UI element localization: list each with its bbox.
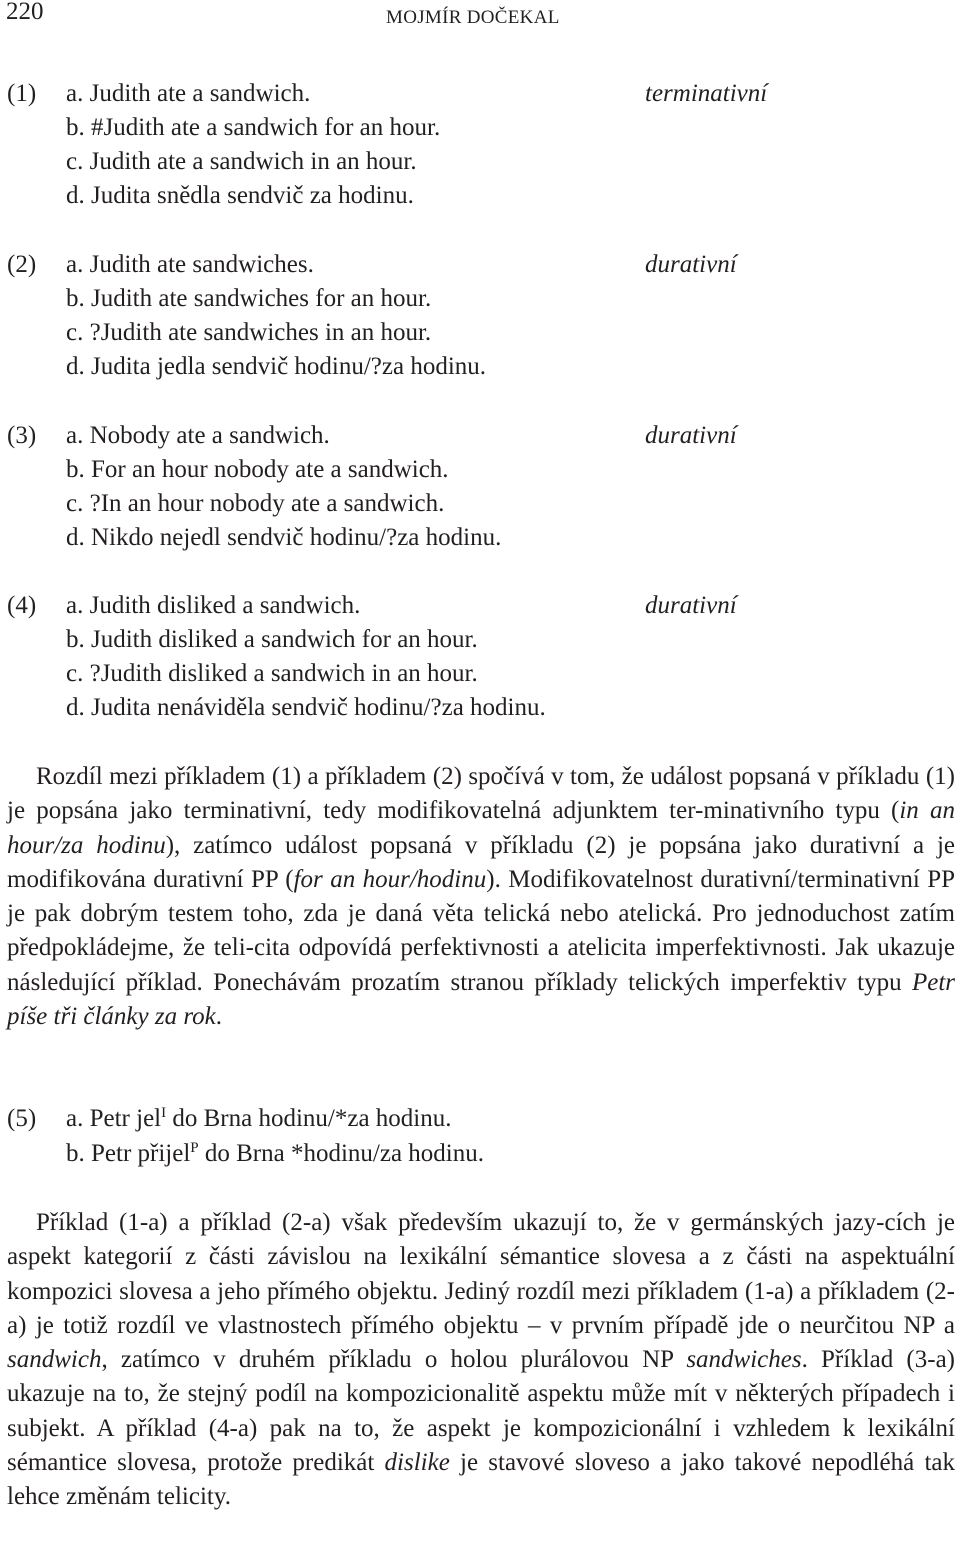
paragraph-text: ), zatímco událost popsaná v příkladu (2) je popsána jako durativní a je modifikována durativní PP ( (7, 831, 955, 893)
example-line: b. Judith ate sandwiches for an hour. (66, 285, 432, 312)
example-text: b. Petr přijel (66, 1140, 191, 1167)
page-number: 220 (6, 0, 44, 25)
example-line: d. Judita nenáviděla sendvič hodinu/?za hodinu. (66, 694, 546, 721)
example-text: a. Petr jel (66, 1105, 162, 1132)
italic-term: sandwich (7, 1346, 102, 1374)
example-line: c. ?In an hour nobody ate a sandwich. (66, 490, 445, 517)
example-number: (5) (7, 1105, 37, 1132)
italic-term: Petr píše tři články za rok (7, 968, 955, 1031)
example-number: (3) (7, 422, 37, 449)
example-line: d. Judita snědla sendvič za hodinu. (66, 182, 414, 209)
example-line (66, 1102, 452, 1136)
example-text: do Brna hodinu/*za hodinu. (166, 1105, 452, 1132)
example-number: (1) (7, 80, 37, 107)
paragraph-text: . (215, 1003, 223, 1031)
example-line: a. Judith disliked a sandwich. (66, 592, 361, 619)
example-text: do Brna *hodinu/za hodinu. (198, 1140, 485, 1167)
paragraph-text: . Příklad (3-a) ukazuje na to, že stejný podíl na kompozicionalitě aspektu může mít v některých případech i subjekt. A příklad (4-a) pak na to, že aspekt je kompozicionální i vzhledem k lexikální sémantice slovesa, protože predikát (7, 1346, 955, 1477)
example-line: b. Judith disliked a sandwich for an hour. (66, 626, 478, 653)
example-line: c. ?Judith disliked a sandwich in an hour. (66, 660, 478, 687)
example-type: durativní (645, 592, 737, 619)
italic-term: in an hour/za hodinu (7, 797, 955, 859)
example-number: (2) (7, 251, 37, 278)
example-type: durativní (645, 422, 737, 449)
paragraph-text: Příklad (1-a) a příklad (2-a) však především ukazují to, že v germánských jazy-cích je aspekt kategorií z části závislou na lexikální sémantice slovesa a z části na aspektuální kompozici slovesa a jeho přímého objektu. Jediný rozdíl mezi příkladem (1-a) a příkladem (2-a) je totiž rozdíl ve vlastnostech přímého objektu – v prvním případě jde o neurčitou NP a (7, 1209, 955, 1339)
example-type: durativní (645, 251, 737, 278)
example-type: terminativní (645, 80, 768, 107)
paragraph-text: , zatímco v druhém příkladu o holou plurálovou NP (101, 1346, 687, 1374)
example-line (66, 1137, 484, 1171)
example-line: d. Nikdo nejedl sendvič hodinu/?za hodinu. (66, 524, 502, 551)
running-head: MOJMÍR DOČEKAL (386, 7, 560, 28)
paragraph-text: je stavové sloveso a jako takové nepodléhá tak lehce změnám telicity. (7, 1449, 956, 1511)
italic-term: sandwiches (686, 1346, 802, 1374)
example-line: c. ?Judith ate sandwiches in an hour. (66, 319, 432, 346)
example-line: d. Judita jedla sendvič hodinu/?za hodinu. (66, 353, 487, 380)
example-line: a. Judith ate sandwiches. (66, 251, 314, 278)
paragraph-text: Rozdíl mezi příkladem (1) a příkladem (2) spočívá v tom, že událost popsaná v příkladu (1) je popsána jako terminativní, tedy modifikovatelná adjunktem ter-minativního typu ( (7, 763, 955, 825)
italic-term: dislike (384, 1449, 450, 1477)
example-line: b. #Judith ate a sandwich for an hour. (66, 114, 441, 141)
aspect-superscript: P (190, 1140, 199, 1156)
example-line: a. Nobody ate a sandwich. (66, 422, 330, 449)
aspect-superscript: I (161, 1105, 167, 1121)
example-line: b. For an hour nobody ate a sandwich. (66, 456, 449, 483)
body-paragraph-1 (7, 760, 955, 1034)
italic-term: for an hour/hodinu (293, 865, 487, 893)
example-line: c. Judith ate a sandwich in an hour. (66, 148, 417, 175)
paragraph-text: ). Modifikovatelnost durativní/terminativní PP je pak dobrým testem toho, zda je daná věta telická nebo atelická. Pro jednoduchost zatím předpokládejme, že teli-cita odpovídá perfektivnosti a atelicita imperfektivnosti. Jak ukazuje následující příklad. Ponechávám prozatím stranou příklady telických imperfektiv typu (7, 865, 956, 996)
example-line: a. Judith ate a sandwich. (66, 80, 311, 107)
example-number: (4) (7, 592, 37, 619)
body-paragraph-2 (7, 1206, 955, 1515)
